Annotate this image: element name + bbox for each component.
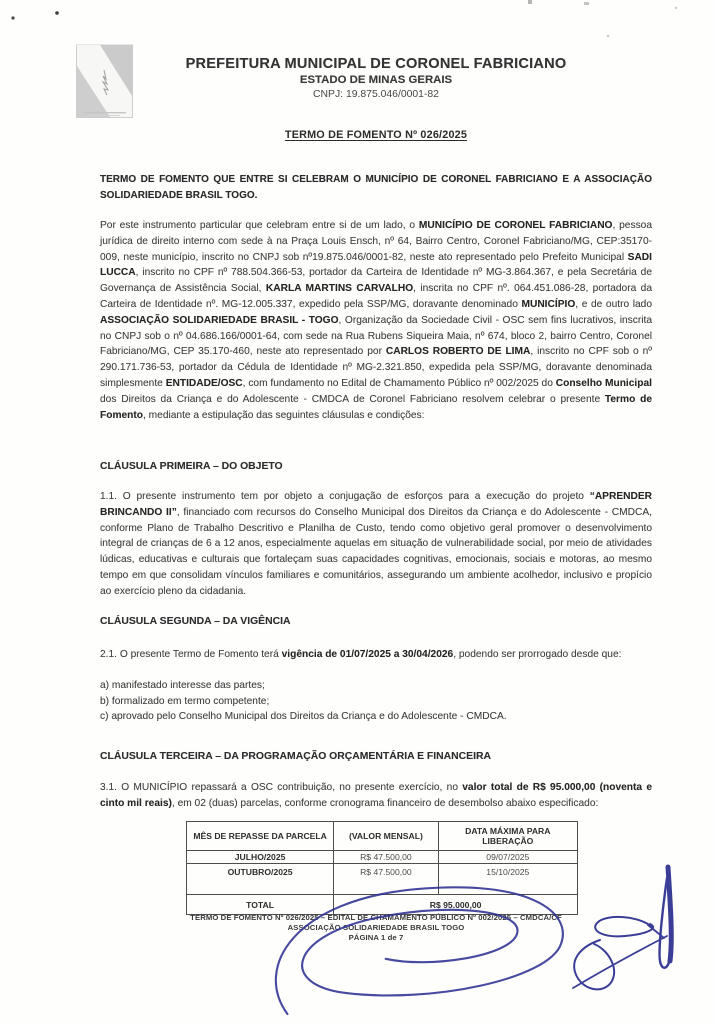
cell-month-1: JULHO/2025 — [187, 851, 334, 864]
table-total-row — [187, 895, 578, 915]
footer-line-2: ASSOCIAÇÃO SOLIDARIEDADE BRASIL TOGO — [287, 923, 465, 932]
clause-3-heading: CLÁUSULA TERCEIRA – DA PROGRAMAÇÃO ORÇAMENTÁRIA E FINANCEIRA — [100, 751, 491, 762]
clause-1-heading: CLÁUSULA PRIMEIRA – DO OBJETO — [100, 461, 283, 472]
cell-date-2: 15/10/2025 — [438, 864, 577, 895]
cell-total-value: R$ 95.000,00 — [334, 895, 578, 915]
cell-total-label: TOTAL — [187, 895, 334, 915]
vigencia-item-b: b) formalizado em termo competente; — [100, 695, 270, 707]
paragraph-1-1: 1.1. O presente instrumento tem por objeto a conjugação de esforços para a execução do projeto “APRENDER BRINCANDO II”, financiado com recursos do Conselho Municipal dos Direitos da Criança e do Adolescente - CMDCA, conforme Plano de Trabalho Descritivo e Planilha de Custo, tendo como objetivo geral promover o desenvolvimento integral de crianças de 6 a 12 anos, especialmente aquelas em situação de vulnerabilidade social, por meio de atividades lúdicas, educativas e culturais que fortaleçam suas capacidades cognitivas, emocionais, sociais e motoras, ao mesmo tempo em que consolidam vínculos familiares e comunitários, assegurando um ambiente acolhedor, inclusivo e propício ao exercício pleno da cidadania. — [100, 491, 652, 597]
table-row — [187, 864, 578, 895]
intro-paragraph: Por este instrumento particular que celebram entre si de um lado, o MUNICÍPIO DE CORONEL FABRICIANO, pessoa jurídica de direito interno com sede à na Praça Louis Ensch, nº 64, Bairro Centro, Coronel Fabriciano/MG, CEP:35170-009, neste município, inscrito no CNPJ sob nº19.875.046/0001-82, neste ato representado pelo Prefeito Municipal SADI LUCCA, inscrito no CPF nº 788.504.366-53, portador da Carteira de Identidade nº MG-3.864.367, e pela Secretária de Governança de Assistência Social, KARLA MARTINS CARVALHO, inscrita no CPF nº. 064.451.086-28, portadora da Carteira de Identidade nº. MG-12.005.337, expedido pela SSP/MG, doravante denominado MUNICÍPIO, e de outro lado ASSOCIAÇÃO SOLIDARIEDADE BRASIL - TOGO, Organização da Sociedade Civil - OSC sem fins lucrativos, inscrita no CNPJ sob o nº 04.686.166/0001-64, com sede na Rua Rubens Siqueira Maia, nº 674, bloco 2, bairro Centro, Coronel Fabriciano/MG, CEP 35.170-460, neste ato representado por CARLOS ROBERTO DE LIMA, inscrito no CPF sob o nº 290.171.736-53, portador da Cédula de Identidade nº MG-2.321.850, expedida pela SSP/MG, doravante denominada simplesmente ENTIDADE/OSC, com fundamento no Edital de Chamamento Público nº 002/2025 do Conselho Municipal dos Direitos da Criança e do Adolescente - CMDCA de Coronel Fabriciano resolvem celebrar o presente Termo de Fomento, mediante a estipulação das seguintes cláusulas e condições: — [100, 220, 653, 421]
vigencia-conditions-list — [100, 678, 652, 725]
document-title: TERMO DE FOMENTO Nº 026/2025 — [284, 129, 468, 141]
cell-month-2: OUTUBRO/2025 — [187, 864, 334, 895]
preamble-paragraph: TERMO DE FOMENTO QUE ENTRE SI CELEBRAM O MUNICÍPIO DE CORONEL FABRICIANO E A ASSOCIAÇÃO SOLIDARIEDADE BRASIL TOGO. — [100, 174, 652, 201]
vigencia-item-c: c) aprovado pelo Conselho Municipal dos Direitos da Criança e do Adolescente - CMDCA. — [100, 711, 507, 723]
vigencia-item-a: a) manifestado interesse das partes; — [100, 680, 265, 691]
table-header-month: MÊS DE REPASSE DA PARCELA — [187, 822, 334, 851]
cell-date-1: 09/07/2025 — [438, 851, 577, 864]
header-municipality: PREFEITURA MUNICIPAL DE CORONEL FABRICIANO — [185, 56, 567, 72]
cell-value-2: R$ 47.500,00 — [334, 864, 438, 895]
cell-value-1: R$ 47.500,00 — [334, 851, 438, 864]
table-header-date: DATA MÁXIMA PARA LIBERAÇÃO — [438, 822, 577, 851]
header-cnpj-line: CNPJ: 19.875.046/0001-82 — [313, 89, 439, 100]
footer-line-3: PÁGINA 1 de 7 — [348, 933, 404, 942]
table-row — [187, 851, 578, 864]
paragraph-3-1: 3.1. O MUNICÍPIO repassará a OSC contribuição, no presente exercício, no valor total de R$ 95.000,00 (noventa e cinto mil reais), em 02 (duas) parcelas, conforme cronograma financeiro de desembolso abaixo especificado: — [100, 782, 653, 809]
header-state-line: ESTADO DE MINAS GERAIS — [299, 74, 453, 86]
disbursement-schedule-table — [186, 821, 578, 915]
scan-artifact-dots — [0, 0, 715, 60]
paragraph-2-1: 2.1. O presente Termo de Fomento terá vigência de 01/07/2025 a 30/04/2026, podendo ser prorrogado desde que: — [100, 649, 622, 660]
document-header — [100, 56, 652, 100]
clause-2-heading: CLÁUSULA SEGUNDA – DA VIGÊNCIA — [100, 616, 291, 627]
footer-line-1: TERMO DE FOMENTO Nº 026/2025 – EDITAL DE CHAMAMENTO PÚBLICO Nº 002/2025 – CMDCA/CF — [190, 913, 562, 922]
table-header-row — [187, 822, 578, 851]
table-header-value: (VALOR MENSAL) — [334, 822, 438, 851]
page-footer — [100, 913, 652, 943]
